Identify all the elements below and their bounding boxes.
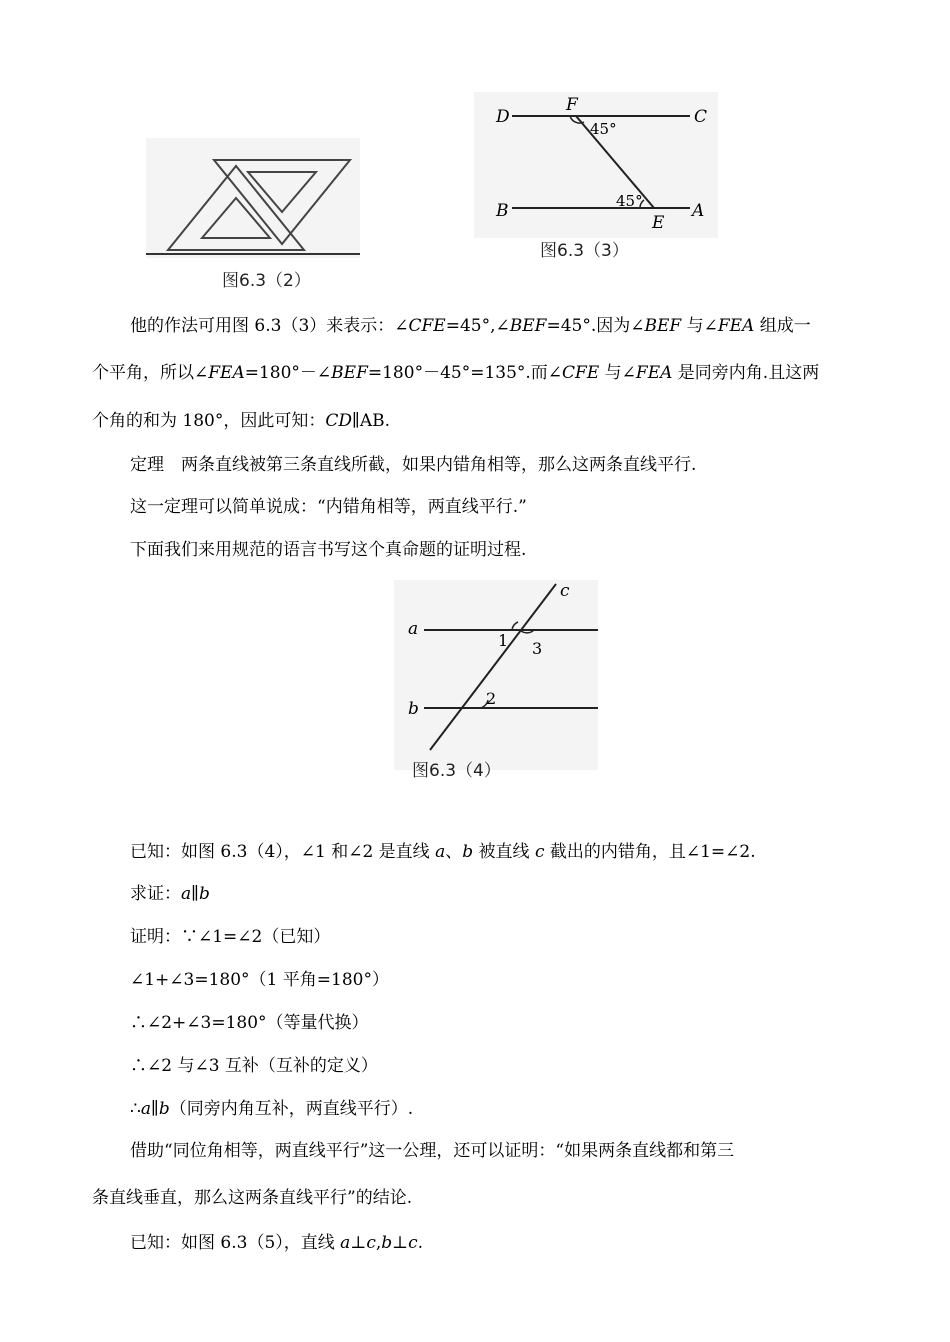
- set-squares-drawing: [146, 138, 360, 258]
- label-angle-3: 3: [532, 639, 543, 658]
- figure-6-3-3-caption: 图6.3（3）: [540, 241, 629, 261]
- theorem-text: 定理 两条直线被第三条直线所截，如果内错角相等，那么这两条直线平行.: [130, 455, 697, 475]
- theorem-short: 这一定理可以简单说成：“内错角相等，两直线平行.”: [130, 497, 527, 517]
- label-C: C: [694, 107, 708, 127]
- figure-6-3-4: [394, 580, 598, 770]
- proof-step-4: ∴∠2 与∠3 互补（互补的定义）: [130, 1056, 378, 1076]
- label-F: F: [566, 95, 578, 115]
- figure-6-3-2-caption: 图6.3（2）: [222, 271, 311, 291]
- figure-6-3-4-caption: 图6.3（4）: [412, 761, 501, 781]
- label-b: b: [408, 699, 419, 719]
- figure-6-3-3: [474, 92, 718, 238]
- para2-line1: 借助“同位角相等，两直线平行”这一公理，还可以证明：“如果两条直线都和第三: [130, 1141, 735, 1161]
- label-D: D: [496, 107, 510, 127]
- label-angle-bottom: 45°: [616, 192, 643, 210]
- proof-step-3: ∴∠2+∠3=180°（等量代换）: [130, 1013, 369, 1033]
- para1-line1: 他的作法可用图 6.3（3）来表示：∠CFE=45°,∠BEF=45°.因为∠BEF 与∠FEA 组成一: [130, 316, 811, 336]
- para1-line2: 个平角，所以∠FEA=180°－∠BEF=180°－45°=135°.而∠CFE 与∠FEA 是同旁内角.且这两: [92, 363, 820, 383]
- para2-line2: 条直线垂直，那么这两条直线平行”的结论.: [92, 1188, 413, 1208]
- proof-step-1: 证明：∵∠1=∠2（已知）: [130, 927, 331, 947]
- proof-step-5: ∴a∥b（同旁内角互补，两直线平行）.: [130, 1099, 414, 1119]
- proof-intro: 下面我们来用规范的语言书写这个真命题的证明过程.: [130, 540, 527, 560]
- parallel-lines-45-drawing: [474, 92, 718, 238]
- given-text: 已知：如图 6.3（4），∠1 和∠2 是直线 a、b 被直线 c 截出的内错角，且∠1=∠2.: [130, 842, 756, 862]
- label-A: A: [692, 201, 705, 221]
- given2-text: 已知：如图 6.3（5），直线 a⊥c,b⊥c.: [130, 1233, 424, 1253]
- label-angle-top: 45°: [590, 120, 617, 138]
- para1-line3: 个角的和为 180°，因此可知：CD∥AB.: [92, 411, 391, 431]
- label-E: E: [652, 213, 665, 233]
- label-B: B: [496, 201, 509, 221]
- prove-text: 求证：a∥b: [130, 884, 210, 904]
- label-c: c: [560, 581, 570, 601]
- figure-6-3-2: [146, 138, 360, 258]
- label-a: a: [408, 619, 419, 639]
- label-angle-1: 1: [498, 631, 509, 650]
- proof-step-2: ∠1+∠3=180°（1 平角=180°）: [130, 970, 389, 990]
- label-angle-2: 2: [486, 689, 497, 708]
- transversal-drawing: [394, 580, 598, 770]
